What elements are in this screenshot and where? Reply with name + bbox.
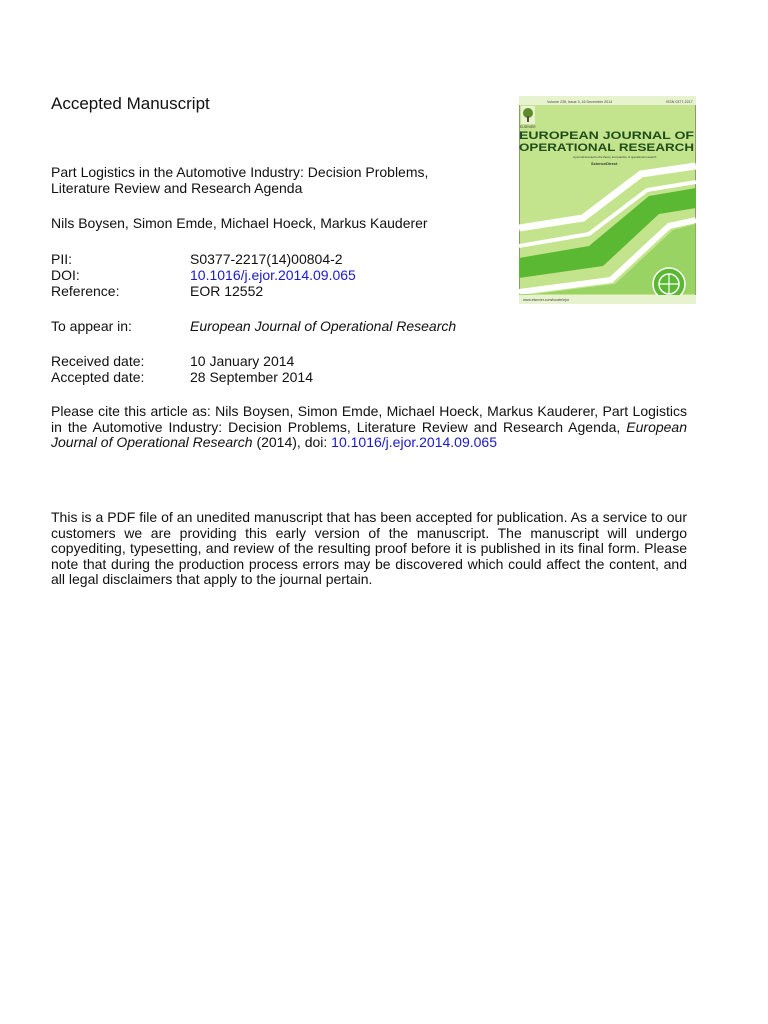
- manuscript-notice: This is a PDF file of an unedited manuscript that has been accepted for publication. As a service to our customers we are providing this early version of the manuscript. The manuscript will undergo copyediting, typesetting, and review of the resulting proof before it is published in its final form. Please note that during the production process errors may be discovered which could affect the content, and all legal disclaimers that apply to the journal pertain.: [51, 509, 687, 588]
- cover-sciencedirect: ScienceDirect: [591, 161, 618, 166]
- received-label: Received date:: [51, 353, 145, 369]
- pii-value: S0377-2217(14)00804-2: [190, 251, 343, 267]
- journal-cover-art: [519, 96, 696, 304]
- accepted-value: 28 September 2014: [190, 369, 313, 385]
- cover-journal-line1: EUROPEAN JOURNAL OF: [519, 130, 695, 142]
- journal-cover: [519, 96, 696, 304]
- cover-issn: ISSN 0377-2217: [666, 100, 693, 104]
- article-title-line1: Part Logistics in the Automotive Industry: Decision Problems,: [51, 164, 429, 180]
- appear-value: European Journal of Operational Research: [190, 318, 457, 334]
- citation-paragraph: [51, 404, 687, 451]
- page-heading: Accepted Manuscript: [51, 94, 210, 113]
- citation-doi-link[interactable]: 10.1016/j.ejor.2014.09.065: [331, 434, 497, 451]
- cover-volume-line: Volume 238, Issue 3, 16 December 2014: [547, 100, 613, 104]
- doi-link[interactable]: 10.1016/j.ejor.2014.09.065: [190, 267, 356, 283]
- reference-label: Reference:: [51, 283, 120, 299]
- elsevier-logo-icon: [521, 106, 535, 124]
- cover-subtitle: A journal devoted to the theory and practice of operational research: [573, 155, 657, 159]
- pii-label: PII:: [51, 251, 73, 267]
- doi-label: DOI:: [51, 267, 80, 283]
- article-title: [51, 164, 471, 196]
- accepted-label: Accepted date:: [51, 369, 145, 385]
- cover-publisher: ELSEVIER: [520, 125, 536, 129]
- appear-label: To appear in:: [51, 318, 132, 334]
- cover-journal-line2: OPERATIONAL RESEARCH: [519, 142, 695, 154]
- cover-url: www.elsevier.com/locate/ejor: [523, 298, 570, 302]
- reference-value: EOR 12552: [190, 283, 264, 299]
- received-value: 10 January 2014: [190, 353, 295, 369]
- article-authors: Nils Boysen, Simon Emde, Michael Hoeck, Markus Kauderer: [51, 215, 428, 231]
- article-title-line2: Literature Review and Research Agenda: [51, 180, 303, 196]
- citation-year: (2014), doi:: [252, 434, 332, 451]
- citation-journal: European Journal of Operational Research: [51, 418, 687, 451]
- citation-text: Please cite this article as: Nils Boysen, Simon Emde, Michael Hoeck, Markus Kauderer, Part Logistics in the Automotive Industry: Decision Problems, Literature Review and Research Agenda,: [51, 403, 687, 435]
